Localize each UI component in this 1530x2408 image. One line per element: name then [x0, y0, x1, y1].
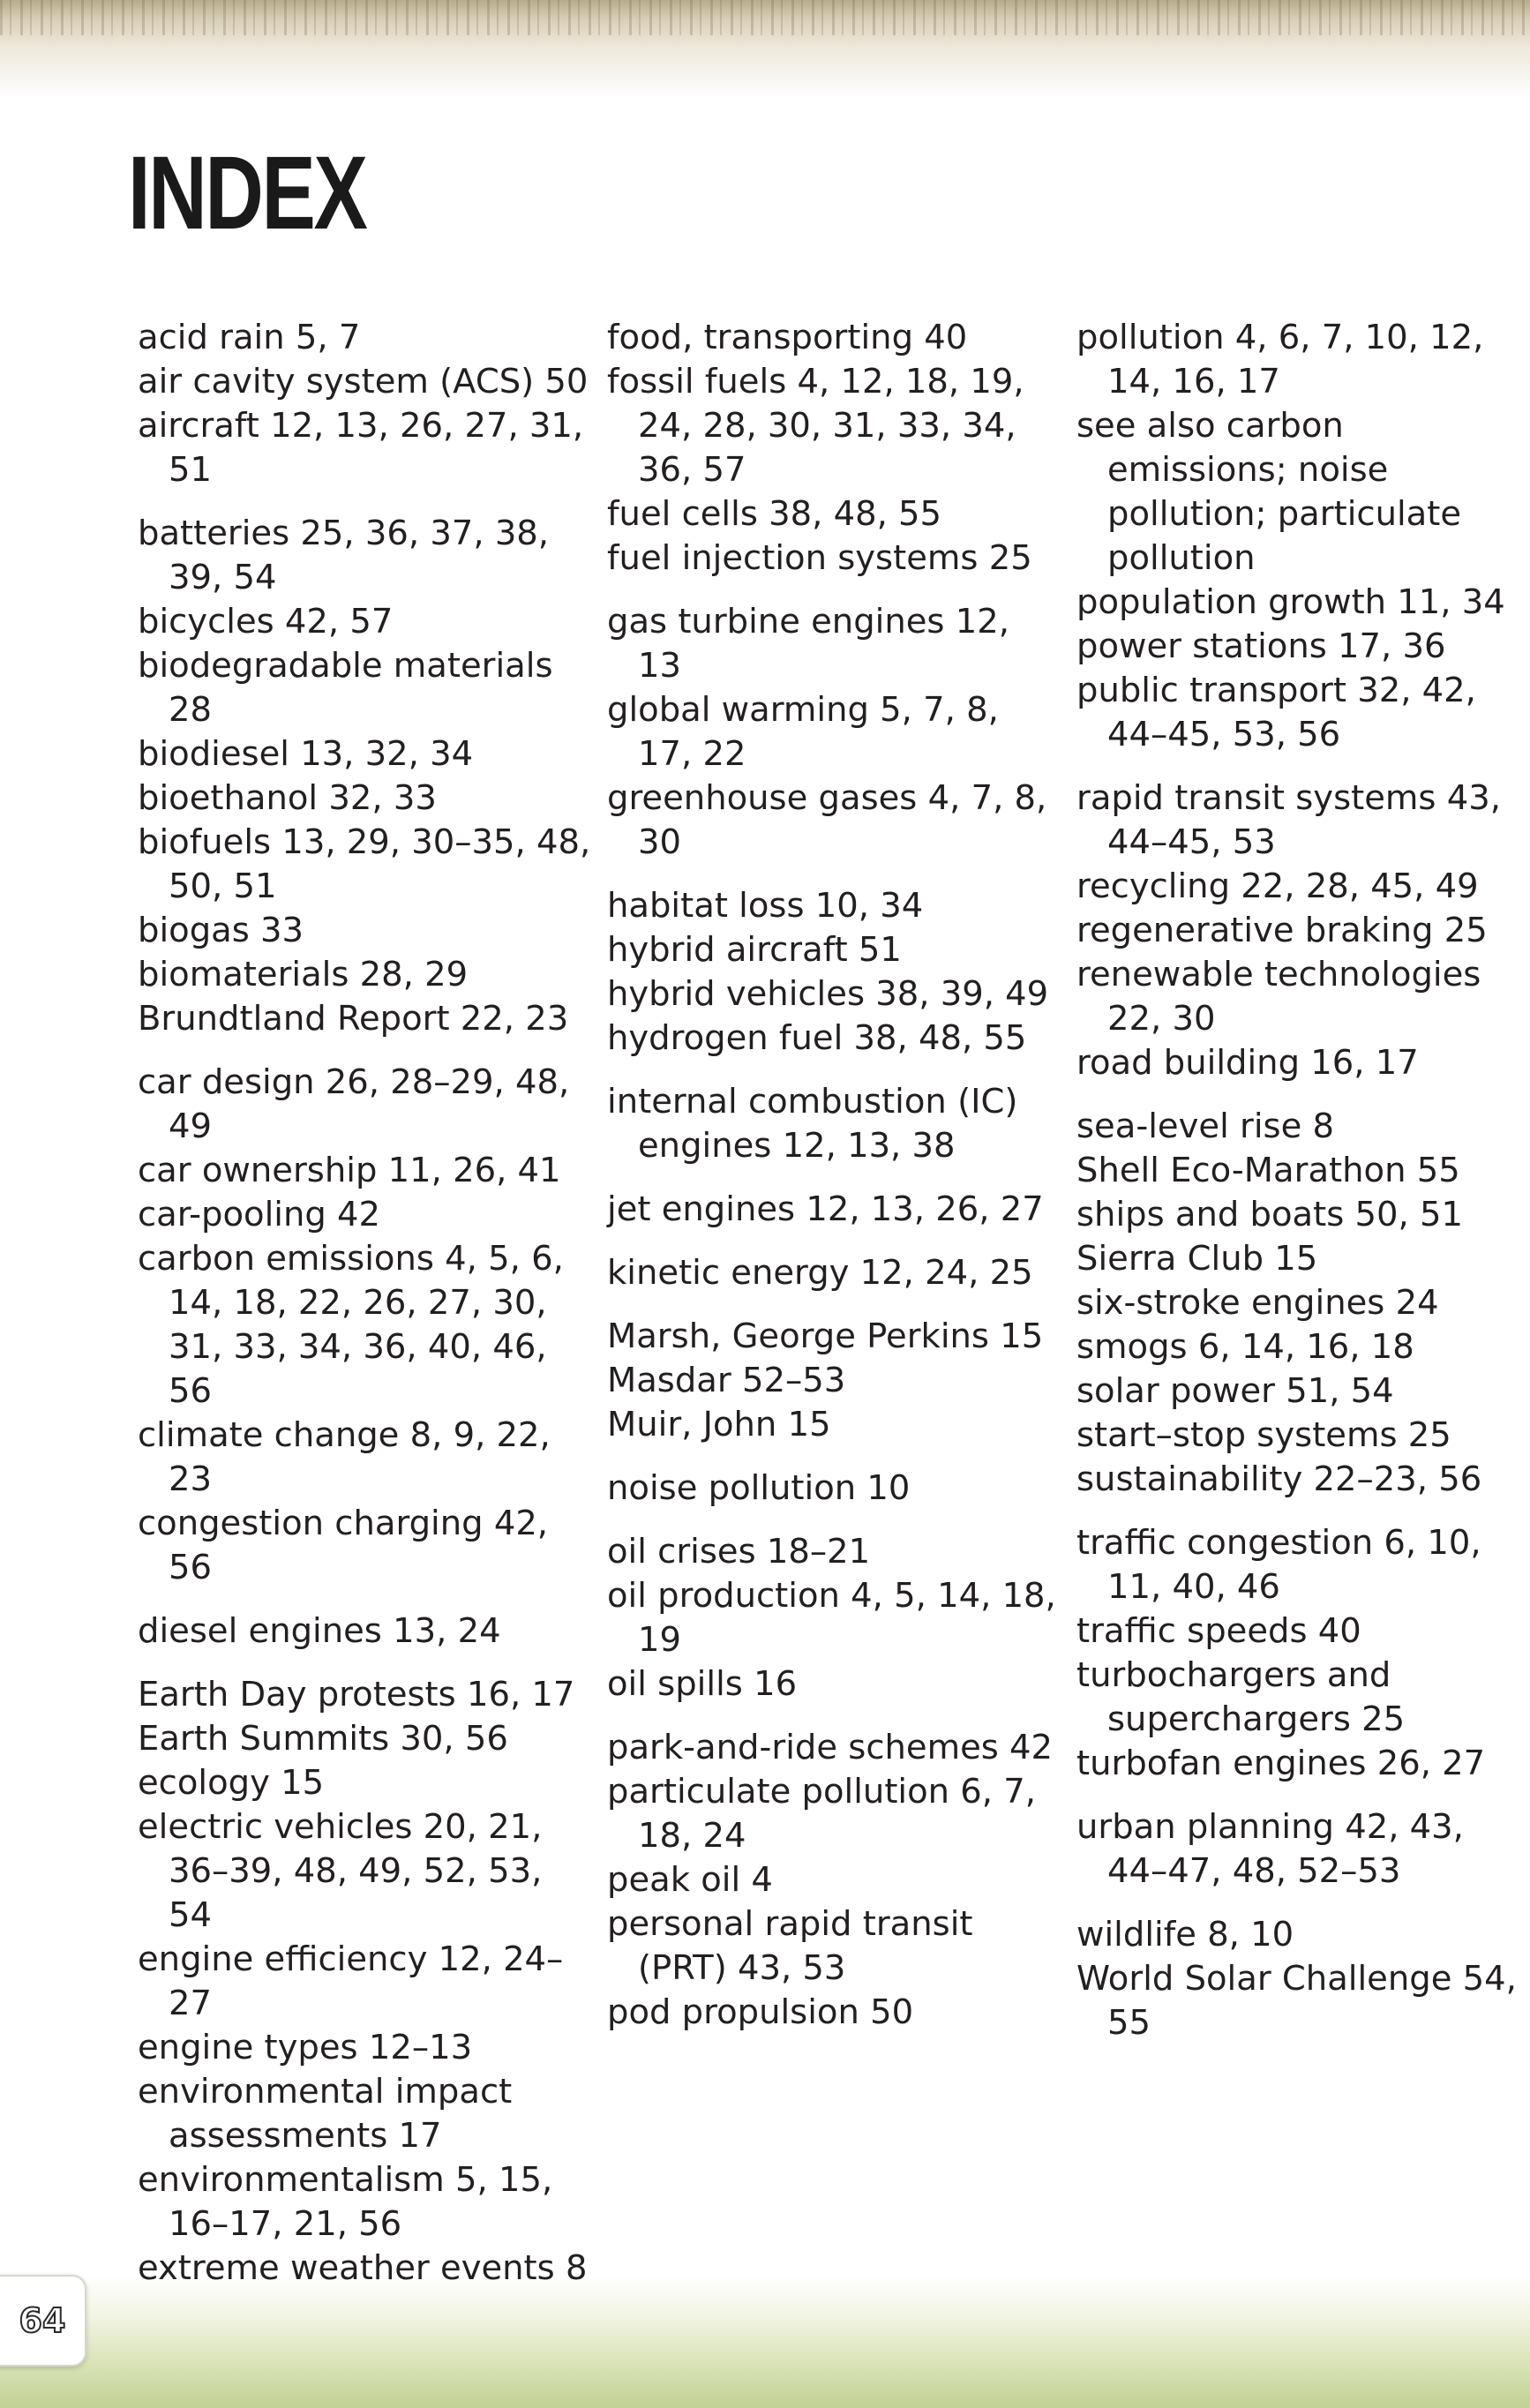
index-entry: fuel cells 38, 48, 55	[607, 494, 942, 534]
index-entry: ships and boats 50, 51	[1076, 1195, 1463, 1234]
index-entry: jet engines 12, 13, 26, 27	[607, 1189, 1044, 1229]
index-entry: Shell Eco-Marathon 55	[1076, 1151, 1460, 1190]
index-entry: kinetic energy 12, 24, 25	[607, 1253, 1033, 1293]
index-entry: traffic congestion 6, 10, 11, 40, 46	[1076, 1523, 1481, 1607]
index-entry: car design 26, 28–29, 48, 49	[138, 1062, 570, 1146]
index-letter-group	[1076, 1521, 1526, 1786]
index-entry: power stations 17, 36	[1076, 626, 1446, 666]
index-entry: engine efficiency 12, 24–27	[138, 1939, 564, 2023]
index-letter-group	[1076, 1805, 1526, 1894]
index-entry: Earth Summits 30, 56	[138, 1719, 508, 1759]
index-entry: biomaterials 28, 29	[138, 955, 469, 994]
index-letter-group	[138, 1061, 588, 1590]
index-entry: Brundtland Report 22, 23	[138, 999, 569, 1039]
index-entry: biodiesel 13, 32, 34	[138, 734, 474, 774]
index-entry: batteries 25, 36, 37, 38, 39, 54	[138, 514, 550, 597]
index-letter-group	[607, 316, 1057, 581]
index-entry: extreme weather events 8	[138, 2248, 588, 2288]
index-letter-group	[607, 1315, 1057, 1447]
index-entry: rapid transit systems 43, 44–45, 53	[1076, 778, 1501, 862]
page-number: 64	[19, 2301, 66, 2340]
index-entry: greenhouse gases 4, 7, 8, 30	[607, 778, 1047, 862]
index-letter-group	[607, 1080, 1057, 1168]
index-entry: electric vehicles 20, 21, 36–39, 48, 49, 52, 53, 54	[138, 1807, 543, 1935]
index-entry: population growth 11, 34	[1076, 582, 1505, 622]
index-entry: carbon emissions 4, 5, 6, 14, 18, 22, 26, 27, 30, 31, 33, 34, 36, 40, 46, 56	[138, 1239, 564, 1411]
index-entry: climate change 8, 9, 22, 23	[138, 1415, 551, 1499]
index-letter-group	[1076, 1913, 1526, 2045]
index-letter-group	[138, 316, 588, 492]
index-entry: traffic speeds 40	[1076, 1611, 1361, 1651]
index-entry: sustainability 22–23, 56	[1076, 1459, 1482, 1499]
index-entry: oil spills 16	[607, 1664, 798, 1704]
index-entry: public transport 32, 42, 44–45, 53, 56	[1076, 671, 1476, 754]
index-entry: smogs 6, 14, 16, 18	[1076, 1327, 1414, 1367]
index-entry: congestion charging 42, 56	[138, 1504, 549, 1587]
index-entry: aircraft 12, 13, 26, 27, 31, 51	[138, 406, 584, 490]
index-entry: hydrogen fuel 38, 48, 55	[607, 1018, 1027, 1058]
index-entry: Muir, John 15	[607, 1405, 831, 1444]
index-entry: gas turbine engines 12, 13	[607, 602, 1009, 686]
index-letter-group	[607, 1726, 1057, 2035]
index-entry: car-pooling 42	[138, 1195, 381, 1234]
index-entry: bicycles 42, 57	[138, 602, 394, 641]
index-entry: pollution 4, 6, 7, 10, 12, 14, 16, 17	[1076, 318, 1484, 401]
index-letter-group	[607, 1467, 1057, 1511]
index-entry: hybrid aircraft 51	[607, 930, 902, 970]
index-letter-group	[607, 600, 1057, 865]
index-entry: biofuels 13, 29, 30–35, 48, 50, 51	[138, 822, 591, 906]
top-texture-band	[0, 0, 1530, 97]
index-entry: car ownership 11, 26, 41	[138, 1151, 561, 1190]
index-entry: start–stop systems 25	[1076, 1415, 1451, 1455]
index-letter-group	[607, 884, 1057, 1061]
index-entry: environmentalism 5, 15, 16–17, 21, 56	[138, 2160, 553, 2244]
index-entry: wildlife 8, 10	[1076, 1915, 1294, 1954]
index-entry: sea-level rise 8	[1076, 1106, 1335, 1146]
index-entry: six-stroke engines 24	[1076, 1283, 1439, 1323]
index-entry: turbochargers and superchargers 25	[1076, 1655, 1406, 1739]
index-entry: food, transporting 40	[607, 318, 968, 357]
index-entry: personal rapid transit (PRT) 43, 53	[607, 1904, 973, 1988]
index-entry: Earth Day protests 16, 17	[138, 1675, 575, 1714]
index-entry: diesel engines 13, 24	[138, 1611, 501, 1651]
index-entry: bioethanol 32, 33	[138, 778, 437, 818]
index-entry: renewable technologies 22, 30	[1076, 955, 1481, 1039]
index-entry: hybrid vehicles 38, 39, 49	[607, 974, 1049, 1014]
index-entry: internal combustion (IC) engines 12, 13, 38	[607, 1082, 1018, 1166]
index-entry: global warming 5, 7, 8, 17, 22	[607, 690, 999, 774]
index-entry: engine types 12–13	[138, 2028, 473, 2067]
index-letter-group	[1076, 316, 1526, 757]
index-letter-group	[1076, 776, 1526, 1085]
index-column-2	[607, 316, 1057, 2054]
index-entry: fossil fuels 4, 12, 18, 19, 24, 28, 30, 31, 33, 34, 36, 57	[607, 362, 1024, 490]
index-entry: environmental impact assessments 17	[138, 2072, 513, 2156]
index-letter-group	[607, 1251, 1057, 1295]
index-entry: particulate pollution 6, 7, 18, 24	[607, 1772, 1037, 1856]
page-title: INDEX	[128, 135, 366, 251]
index-entry: Marsh, George Perkins 15	[607, 1317, 1044, 1356]
index-entry: peak oil 4	[607, 1860, 773, 1900]
index-entry: noise pollution 10	[607, 1468, 911, 1508]
index-letter-group	[138, 512, 591, 1041]
index-letter-group	[607, 1188, 1057, 1232]
index-entry: regenerative braking 25	[1076, 911, 1488, 950]
index-letter-group	[1076, 1105, 1526, 1502]
index-entry: oil crises 18–21	[607, 1532, 871, 1572]
index-entry: road building 16, 17	[1076, 1043, 1419, 1083]
index-letter-group	[138, 1609, 588, 1654]
index-column-1	[138, 316, 591, 2310]
index-entry: urban planning 42, 43, 44–47, 48, 52–53	[1076, 1807, 1464, 1891]
index-entry: biogas 33	[138, 911, 304, 950]
index-entry: see also carbon emissions; noise pollution; particulate pollution	[1076, 406, 1462, 578]
index-entry: solar power 51, 54	[1076, 1371, 1394, 1411]
index-entry: Masdar 52–53	[607, 1361, 846, 1400]
index-entry: recycling 22, 28, 45, 49	[1076, 866, 1479, 906]
index-entry: park-and-ride schemes 42	[607, 1728, 1054, 1767]
page-number-badge	[0, 2275, 86, 2367]
index-letter-group	[138, 1673, 588, 2291]
index-entry: turbofan engines 26, 27	[1076, 1744, 1486, 1783]
index-entry: air cavity system (ACS) 50	[138, 362, 589, 401]
index-entry: fuel injection systems 25	[607, 538, 1032, 578]
index-entry: Sierra Club 15	[1076, 1239, 1318, 1279]
index-letter-group	[607, 1530, 1057, 1707]
index-entry: pod propulsion 50	[607, 1992, 914, 2032]
index-entry: habitat loss 10, 34	[607, 886, 924, 926]
index-entry: acid rain 5, 7	[138, 318, 361, 357]
index-column-3	[1076, 316, 1526, 2065]
index-entry: biodegradable materials 28	[138, 646, 553, 730]
index-entry: World Solar Challenge 54, 55	[1076, 1959, 1517, 2043]
index-entry: oil production 4, 5, 14, 18, 19	[607, 1576, 1056, 1660]
index-entry: ecology 15	[138, 1763, 325, 1803]
